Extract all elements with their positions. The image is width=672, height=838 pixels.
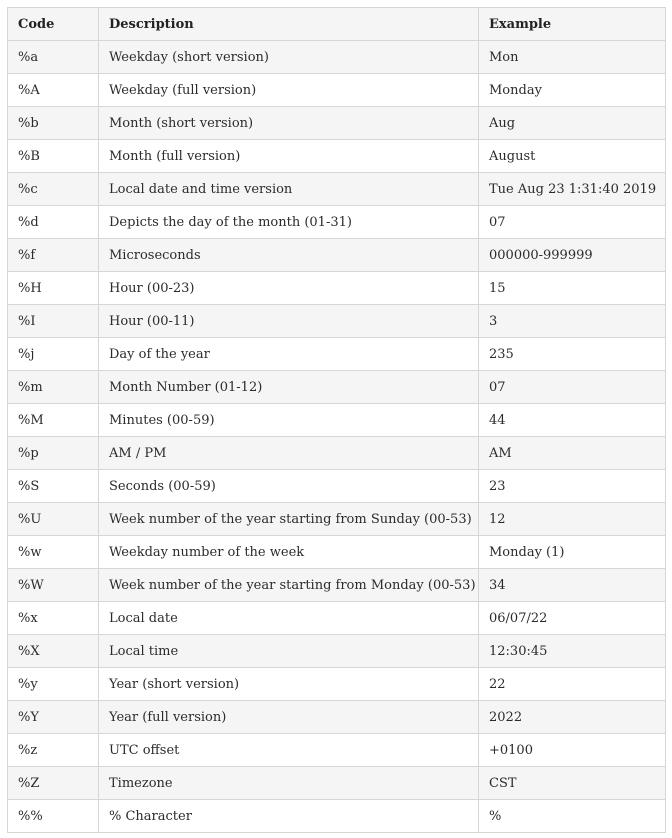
table-header	[8, 8, 666, 41]
code-cell: %j	[8, 338, 99, 371]
description-cell: Week number of the year starting from Monday (00-53)	[99, 569, 479, 602]
description-cell: Local date and time version	[99, 173, 479, 206]
code-cell: %m	[8, 371, 99, 404]
description-cell: Month (full version)	[99, 140, 479, 173]
code-cell: %M	[8, 404, 99, 437]
table-row	[8, 800, 666, 833]
table-row	[8, 602, 666, 635]
description-cell: Minutes (00-59)	[99, 404, 479, 437]
example-cell: Tue Aug 23 1:31:40 2019	[479, 173, 666, 206]
description-cell: Year (short version)	[99, 668, 479, 701]
example-cell: 2022	[479, 701, 666, 734]
example-cell: 07	[479, 371, 666, 404]
description-cell: Weekday (full version)	[99, 74, 479, 107]
header-example: Example	[479, 8, 666, 41]
code-cell: %y	[8, 668, 99, 701]
description-cell: Timezone	[99, 767, 479, 800]
example-cell: Aug	[479, 107, 666, 140]
example-cell: CST	[479, 767, 666, 800]
example-cell: 15	[479, 272, 666, 305]
code-cell: %d	[8, 206, 99, 239]
example-cell: 12	[479, 503, 666, 536]
header-row	[8, 8, 666, 41]
description-cell: Hour (00-23)	[99, 272, 479, 305]
example-cell: %	[479, 800, 666, 833]
table-row	[8, 173, 666, 206]
code-cell: %a	[8, 41, 99, 74]
header-description: Description	[99, 8, 479, 41]
description-cell: Microseconds	[99, 239, 479, 272]
table-row	[8, 503, 666, 536]
code-cell: %H	[8, 272, 99, 305]
example-cell: Monday (1)	[479, 536, 666, 569]
example-cell: Mon	[479, 41, 666, 74]
table-row	[8, 437, 666, 470]
description-cell: AM / PM	[99, 437, 479, 470]
description-cell: Month (short version)	[99, 107, 479, 140]
description-cell: Day of the year	[99, 338, 479, 371]
table-row	[8, 338, 666, 371]
table-row	[8, 41, 666, 74]
table-row	[8, 470, 666, 503]
table-row	[8, 635, 666, 668]
table-row	[8, 74, 666, 107]
code-cell: %%	[8, 800, 99, 833]
code-cell: %Z	[8, 767, 99, 800]
code-cell: %w	[8, 536, 99, 569]
code-cell: %U	[8, 503, 99, 536]
example-cell: 000000-999999	[479, 239, 666, 272]
table-row	[8, 107, 666, 140]
format-codes-table	[7, 7, 666, 833]
example-cell: 12:30:45	[479, 635, 666, 668]
description-cell: Month Number (01-12)	[99, 371, 479, 404]
description-cell: % Character	[99, 800, 479, 833]
example-cell: 235	[479, 338, 666, 371]
table-row	[8, 140, 666, 173]
code-cell: %W	[8, 569, 99, 602]
example-cell: 22	[479, 668, 666, 701]
code-cell: %x	[8, 602, 99, 635]
example-cell: 06/07/22	[479, 602, 666, 635]
table-row	[8, 206, 666, 239]
table-row	[8, 569, 666, 602]
code-cell: %X	[8, 635, 99, 668]
code-cell: %Y	[8, 701, 99, 734]
code-cell: %B	[8, 140, 99, 173]
code-cell: %z	[8, 734, 99, 767]
table-row	[8, 734, 666, 767]
description-cell: Seconds (00-59)	[99, 470, 479, 503]
header-code: Code	[8, 8, 99, 41]
table-row	[8, 767, 666, 800]
description-cell: Weekday (short version)	[99, 41, 479, 74]
description-cell: Hour (00-11)	[99, 305, 479, 338]
example-cell: AM	[479, 437, 666, 470]
description-cell: UTC offset	[99, 734, 479, 767]
description-cell: Week number of the year starting from Sunday (00-53)	[99, 503, 479, 536]
table-row	[8, 404, 666, 437]
code-cell: %I	[8, 305, 99, 338]
code-cell: %c	[8, 173, 99, 206]
table-row	[8, 272, 666, 305]
table-row	[8, 239, 666, 272]
table-body	[8, 41, 666, 833]
example-cell: 44	[479, 404, 666, 437]
example-cell: 3	[479, 305, 666, 338]
table-row	[8, 305, 666, 338]
code-cell: %f	[8, 239, 99, 272]
example-cell: 34	[479, 569, 666, 602]
description-cell: Depicts the day of the month (01-31)	[99, 206, 479, 239]
code-cell: %b	[8, 107, 99, 140]
example-cell: +0100	[479, 734, 666, 767]
example-cell: 23	[479, 470, 666, 503]
code-cell: %A	[8, 74, 99, 107]
table-row	[8, 371, 666, 404]
example-cell: August	[479, 140, 666, 173]
code-cell: %S	[8, 470, 99, 503]
description-cell: Year (full version)	[99, 701, 479, 734]
example-cell: 07	[479, 206, 666, 239]
description-cell: Local date	[99, 602, 479, 635]
table-row	[8, 668, 666, 701]
example-cell: Monday	[479, 74, 666, 107]
description-cell: Weekday number of the week	[99, 536, 479, 569]
description-cell: Local time	[99, 635, 479, 668]
code-cell: %p	[8, 437, 99, 470]
table-row	[8, 536, 666, 569]
table-row	[8, 701, 666, 734]
